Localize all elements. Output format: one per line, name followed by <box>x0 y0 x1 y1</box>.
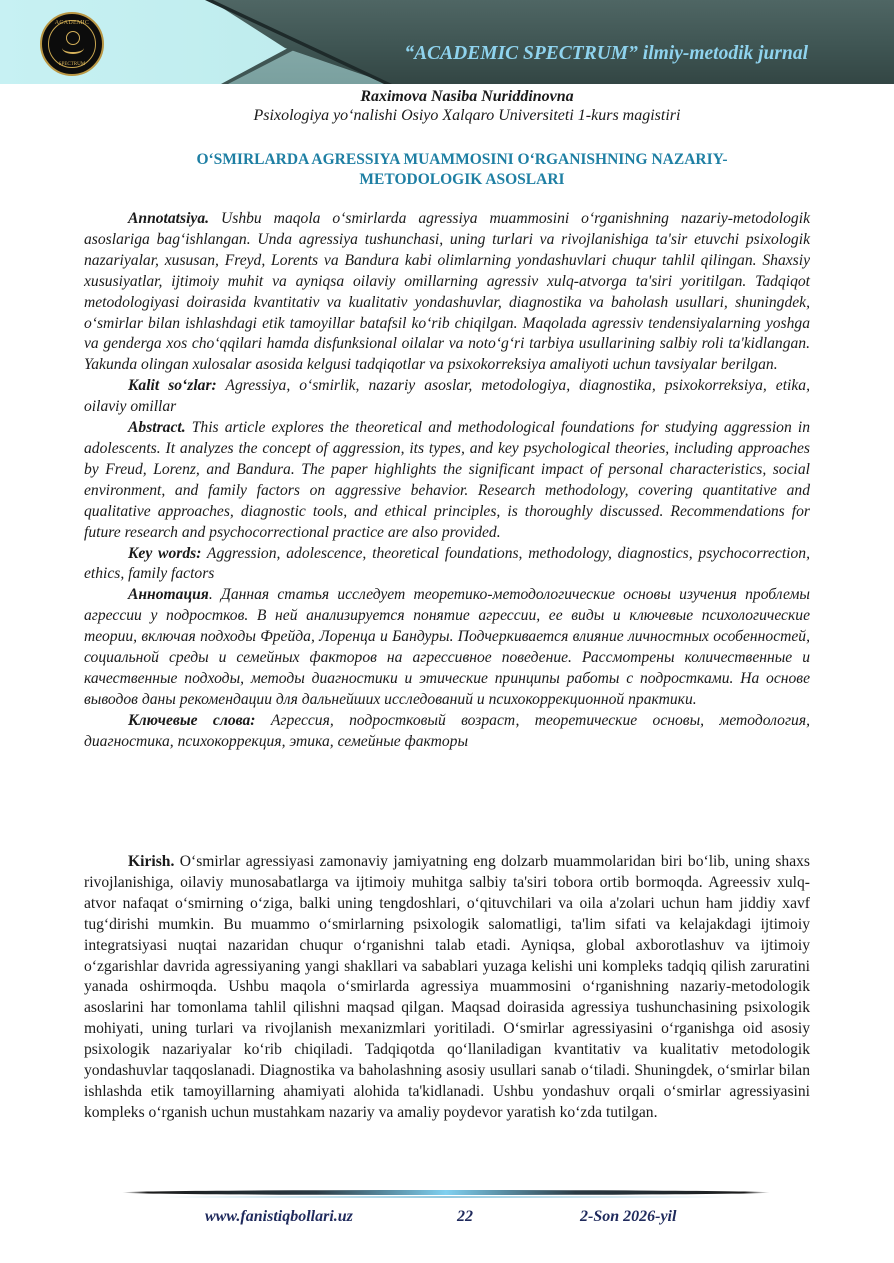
logo-top-text: ACADEMIC <box>54 20 90 26</box>
introduction-section <box>84 852 810 1124</box>
annotation-uz <box>84 209 810 376</box>
abstract-en-text: This article explores the theoretical and methodological foundations for studying aggression in adolescents. It analyzes the concept of aggression, its types, and key psychological theories, including approaches by Freud, Lorenz, and Bandura. The paper highlights the significant impact of personal characteristics, social environment, and family factors on aggressive behavior. Research methodology, covering quantitative and qualitative approaches, diagnostic tools, and ethical principles, is thoroughly discussed. Recommendations for future research and psychocorrectional practice are also provided. <box>84 419 810 541</box>
footer-page-number: 22 <box>457 1208 473 1225</box>
keywords-ru-label: Ключевые слова: <box>128 711 256 729</box>
logo-book-icon <box>62 42 84 54</box>
title-line-2: METODOLOGIK ASOSLARI <box>359 171 565 188</box>
journal-logo-icon <box>40 12 104 76</box>
annotation-uz-label: Annotatsiya. <box>128 210 210 227</box>
journal-title: “ACADEMIC SPECTRUM” ilmiy-metodik jurnal <box>404 43 808 64</box>
footer-issue: 2-Son 2026-yil <box>580 1208 677 1225</box>
abstract-en-label: Abstract. <box>128 419 186 437</box>
footer-divider <box>122 1190 770 1195</box>
annotation-uz-text: Ushbu maqola o‘smirlarda agressiya muammosini o‘rganishning nazariy-metodologik asoslariga bag‘ishlangan. Unda agressiya tushunchasi, uning turlari va rivojlanishiga ta'sir etuvchi psixologik nazariyalar, xususan, Freyd, Lorents va Bandura kabi olimlarning yondashuvlari chuqur tahlil qilingan. Shaxsiy xususiyatlar, ijtimoiy muhit va ayniqsa oilaviy omillarning agressiv xulq-atvorga ta'siri yoritilgan. Tadqiqot metodologiyasi doirasida kvantitativ va kualitativ yondashuvlar, diagnostika va baholash usullari, shuningdek, o‘smirlar bilan ishlashdagi etik tamoyillar batafsil ko‘rib chiqilgan. Maqolada agressiv tendensiyalarning yoshga va genderga xos cho‘qqilari hamda disfunksional oilalar va noto‘g‘ri tarbiya usullarining salbiy roli ta'kidlangan. Yakunda olingan xulosalar asosida kelgusi tadqiqotlar va psixokorreksiya amaliyoti uchun tavsiyalar berilgan. <box>84 210 810 374</box>
keywords-ru-text: Агрессия, подростковый возраст, теоретические основы, методология, диагностика, психокоррекция, этика, семейные факторы <box>84 711 810 750</box>
introduction-label: Kirish. <box>128 853 175 870</box>
author-affiliation: Psixologiya yo‘nalishi Osiyo Xalqaro Universiteti 1-kurs magistiri <box>253 107 681 124</box>
author-name: Raximova Nasiba Nuriddinovna <box>360 88 574 105</box>
keywords-uz-text: Agressiya, o‘smirlik, nazariy asoslar, metodologiya, diagnostika, psixokorreksiya, etika, oilaviy omillar <box>84 377 810 416</box>
abstract-en <box>84 418 810 543</box>
keywords-uz-label: Kalit so‘zlar: <box>128 377 217 395</box>
article-title <box>120 150 804 190</box>
keywords-ru <box>84 711 810 753</box>
abstracts-section <box>84 209 810 753</box>
annotation-ru-text: . Данная статья исследует теоретико-методологические основы изучения проблемы агрессии у подростков. В ней анализируется понятие агрессии, ее виды и ключевые психологические теории, включая подходы Фрейда, Лоренца и Бандуры. Подчеркивается влияние личностных особенностей, социальной среды и семейных факторов на агрессивное поведение. Рассмотрены количественные и качественные подходы, методы диагностики и этические принципы работы с подростками. На основе выводов даны рекомендации для дальнейших исследований и психокоррекционной практики. <box>84 586 810 708</box>
keywords-en <box>84 544 810 586</box>
introduction-paragraph <box>84 852 810 1124</box>
introduction-text: O‘smirlar agressiyasi zamonaviy jamiyatning eng dolzarb muammolaridan biri bo‘lib, uning shaxs rivojlanishiga, oilaviy munosabatlarga va ijtimoiy muhitga salbiy ta'siri tobora ortib bormoqda. Agreessiv xulq-atvor nafaqat o‘smirning o‘ziga, balki uning tengdoshlari, o‘qituvchilari va oila a'zolari uchun ham jiddiy xavf tug‘dirishi mumkin. Bu muammo o‘smirlarning psixologik salomatligi, ta'lim sifati va kelajakdagi ijtimoiy integratsiyasi nuqtai nazaridan chuqur o‘rganishni talab etadi. Ayniqsa, global axborotlashuv va ijtimoiy o‘zgarishlar davrida agressiyaning yangi shakllari va sabablari yuzaga kelishi uni kompleks tadqiq qilish zaruratini yanada oshirmoqda. Ushbu maqola o‘smirlarda agressiya muammosini o‘rganishning nazariy-metodologik asoslarini har tomonlama tahlil qilishni maqsad qilgan. Maqsad doirasida agressiya tushunchasining psixologik mohiyati, uning turlari va rivojlanish mexanizmlari yoritiladi. O‘smirlar agressiyasini o‘rganishga oid asosiy psixologik nazariyalar ko‘rib chiqiladi. Tadqiqotda qo‘llaniladigan kvantitativ va kualitativ metodologik yondashuvlar taqqoslanadi. Diagnostika va baholashning asosiy usullari sanab o‘tiladi. Shuningdek, o‘smirlar bilan ishlashda etik tamoyillarning ahamiyati alohida ta'kidlanadi. Ushbu yondashuv orqali o‘smirlar agressiyasini kompleks o‘rganish uchun mustahkam nazariy va amaliy poydevor yaratish ko‘zda tutilgan. <box>84 853 810 1121</box>
title-line-1: O‘SMIRLARDA AGRESSIYA MUAMMOSINI O‘RGANISHNING NAZARIY- <box>196 151 728 168</box>
journal-header <box>0 0 894 84</box>
footer-website-link[interactable]: www.fanistiqbollari.uz <box>205 1208 353 1225</box>
keywords-en-label: Key words: <box>128 544 202 562</box>
annotation-ru-label: Аннотация <box>128 586 209 604</box>
keywords-en-text: Aggression, adolescence, theoretical foundations, methodology, diagnostics, psychocorrection, ethics, family factors <box>84 544 811 583</box>
logo-bottom-text: SPECTRUM <box>58 62 86 67</box>
annotation-ru <box>84 585 810 710</box>
footer-divider-glow <box>160 1196 730 1198</box>
keywords-uz <box>84 376 810 418</box>
